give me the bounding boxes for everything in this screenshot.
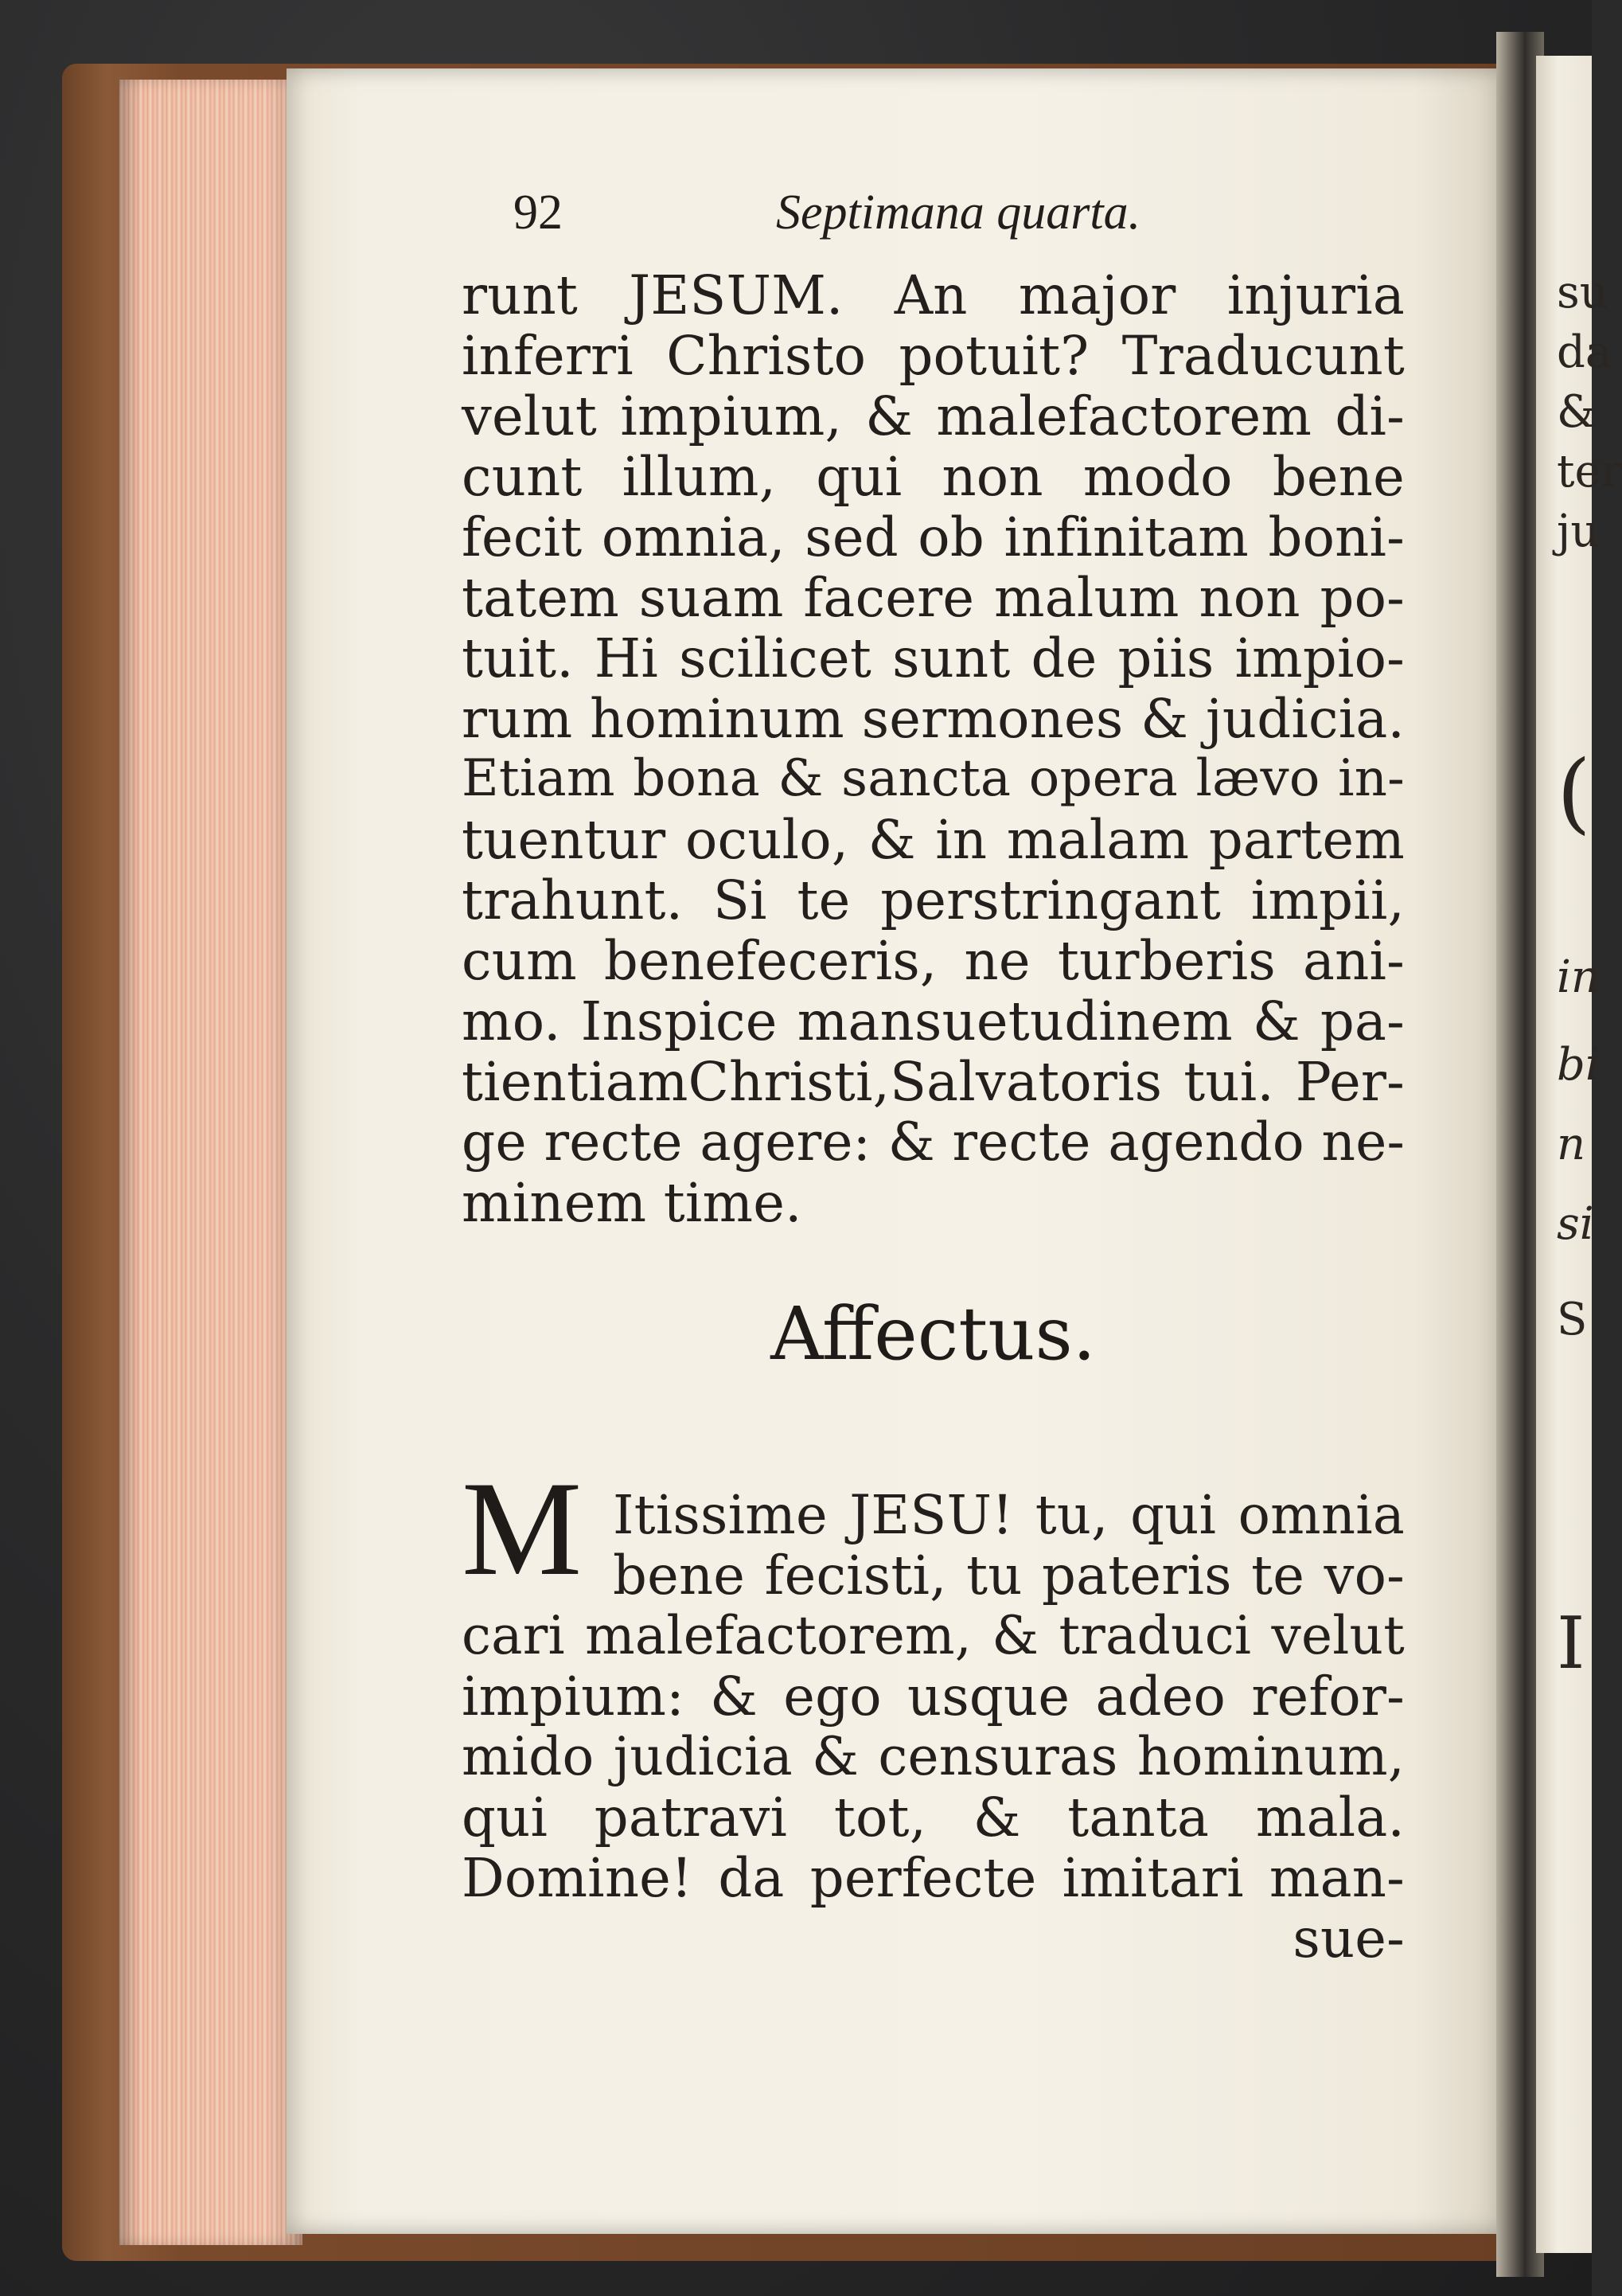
body-line: velut impium, & malefactorem di-	[462, 385, 1405, 447]
facing-fragment: n	[1557, 1119, 1586, 1170]
facing-fragment: (	[1557, 741, 1591, 843]
facing-fragment: si	[1557, 1198, 1594, 1250]
page-edges	[119, 80, 302, 2245]
body-line: cunt illum, qui non modo bene	[462, 446, 1405, 508]
body-line: cum benefeceris, ne turberis ani-	[462, 930, 1405, 992]
body-line: rum hominum sermones & judicia.	[462, 688, 1405, 750]
page-header	[513, 185, 1140, 241]
body-line: runt JESUM. An major injuria	[462, 264, 1405, 326]
body-line: Etiam bona & sancta opera lævo in-	[462, 749, 1405, 808]
body-line: fecit omnia, sed ob infinitam boni-	[462, 506, 1405, 568]
section-heading: Affectus.	[770, 1291, 1096, 1376]
facing-fragment: &	[1557, 386, 1597, 438]
affectus-line: mido judicia & censuras hominum,	[462, 1726, 1405, 1787]
affectus-line: cari malefactorem, & traduci velut	[462, 1605, 1405, 1666]
affectus-line: impium: & ego usque adeo refor-	[462, 1665, 1405, 1728]
affectus-line: Domine! da perfecte imitari man-	[462, 1847, 1405, 1909]
body-line: tuit. Hi scilicet sunt de piis impio-	[462, 627, 1405, 689]
body-line: minem time.	[462, 1172, 802, 1234]
drop-cap: M	[462, 1454, 583, 1603]
running-head: Septimana quarta.	[776, 185, 1141, 240]
facing-page-edge	[1536, 56, 1622, 2253]
body-line: tatem suam facere malum non po-	[462, 567, 1405, 629]
catchword: sue-	[1293, 1907, 1405, 1970]
facing-fragment: da	[1557, 326, 1612, 378]
body-line: trahunt. Si te perstringant impii,	[462, 869, 1405, 931]
facing-fragment: in	[1557, 951, 1600, 1003]
body-line: tientiamChristi,Salvatoris tui. Per-	[462, 1051, 1405, 1113]
body-line: mo. Inspice mansuetudinem & pa-	[462, 990, 1405, 1052]
body-line: inferri Christo potuit? Traducunt	[462, 325, 1405, 387]
affectus-line: bene fecisti, tu pateris te vo-	[613, 1544, 1405, 1607]
facing-fragment: bi	[1557, 1039, 1600, 1091]
page-number: 92	[513, 185, 563, 240]
facing-fragment: I	[1557, 1602, 1585, 1685]
body-line: tuentur oculo, & in malam partem	[462, 809, 1405, 871]
affectus-line: Itissime JESU! tu, qui omnia	[613, 1484, 1405, 1546]
affectus-line: qui patravi tot, & tanta mala.	[462, 1786, 1405, 1849]
facing-fragment: su	[1557, 267, 1608, 318]
body-line: ge recte agere: & recte agendo ne-	[462, 1111, 1405, 1173]
facing-fragment: ju	[1557, 506, 1600, 557]
facing-fragment: ter	[1557, 446, 1622, 498]
facing-fragment: S	[1557, 1294, 1588, 1345]
